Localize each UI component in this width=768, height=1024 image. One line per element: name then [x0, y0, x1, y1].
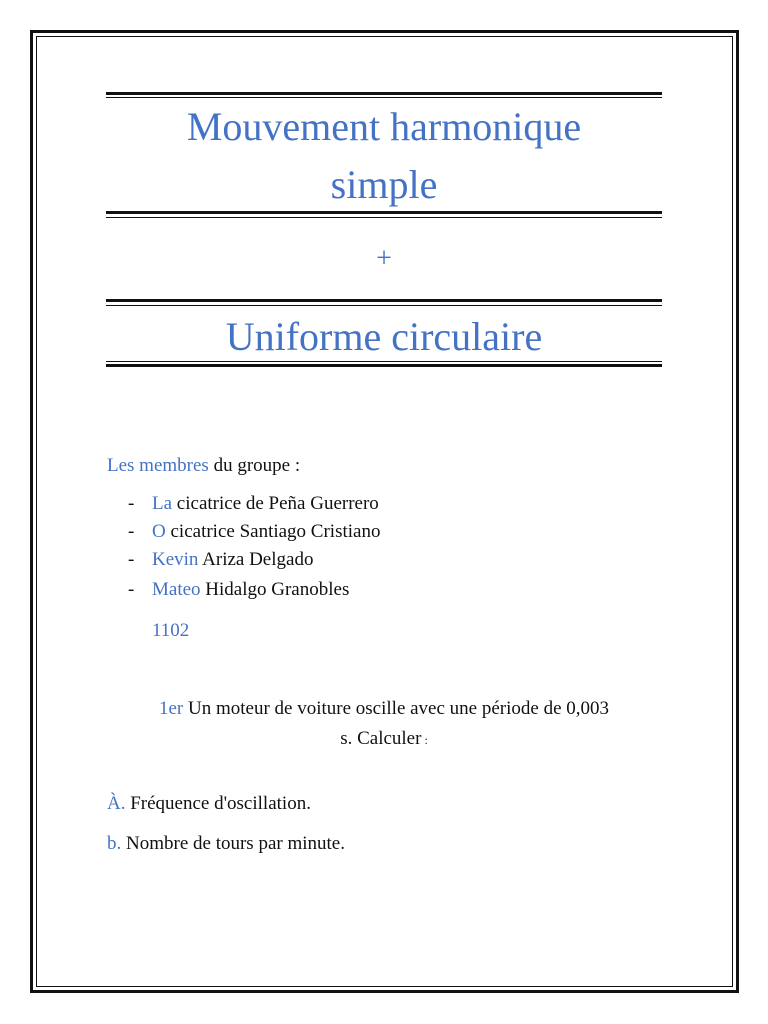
title-line-1: Mouvement harmonique	[186, 104, 582, 149]
title-rule-bottom-thin	[106, 217, 662, 218]
subtitle: Uniforme circulaire	[225, 314, 543, 359]
title-rule-top-thin	[106, 97, 662, 98]
exercise-line-1	[106, 697, 662, 721]
member-item	[128, 520, 380, 544]
list-dash: -	[128, 579, 135, 600]
member-first: Mateo	[152, 579, 201, 600]
exercise-colon: :	[421, 733, 428, 747]
subtitle-rule-top-thin	[106, 305, 662, 306]
exercise-number: 1er	[158, 698, 184, 719]
member-rest: cicatrice Santiago Cristiano	[165, 521, 381, 542]
list-dash: -	[128, 549, 135, 570]
member-first: La	[152, 493, 173, 514]
group-code: 1102	[152, 620, 190, 641]
question-letter: À.	[107, 793, 126, 814]
question-text: Nombre de tours par minute.	[121, 833, 345, 854]
member-first: Kevin	[152, 549, 199, 570]
title-rule-top-thick	[106, 92, 662, 95]
member-rest: Hidalgo Granobles	[200, 579, 350, 600]
exercise-line-2	[106, 727, 662, 752]
list-dash: -	[128, 521, 135, 542]
question-item	[107, 832, 345, 856]
question-letter: b.	[107, 833, 122, 854]
list-dash: -	[128, 493, 135, 514]
subtitle-rule-top-thick	[106, 299, 662, 302]
question-text: Fréquence d'oscillation.	[125, 793, 311, 814]
question-item	[107, 792, 311, 816]
members-heading	[107, 454, 300, 478]
title-rule-bottom-thick	[106, 211, 662, 214]
member-first: O	[152, 521, 166, 542]
member-item	[128, 492, 379, 516]
member-rest: Ariza Delgado	[198, 549, 314, 570]
title-line-2: simple	[330, 162, 438, 207]
member-item	[128, 548, 313, 572]
member-rest: cicatrice de Peña Guerrero	[172, 493, 379, 514]
subtitle-rule-bottom-thin	[106, 361, 662, 362]
exercise-text-1: Un moteur de voiture oscille avec une période de 0,003	[183, 698, 610, 719]
member-item	[128, 578, 349, 602]
subtitle-rule-bottom-thick	[106, 364, 662, 367]
plus-sign: +	[376, 243, 392, 274]
exercise-text-2: s. Calculer	[340, 728, 422, 749]
members-heading-rest: du groupe :	[208, 455, 301, 476]
members-heading-accent: Les membres	[107, 455, 209, 476]
